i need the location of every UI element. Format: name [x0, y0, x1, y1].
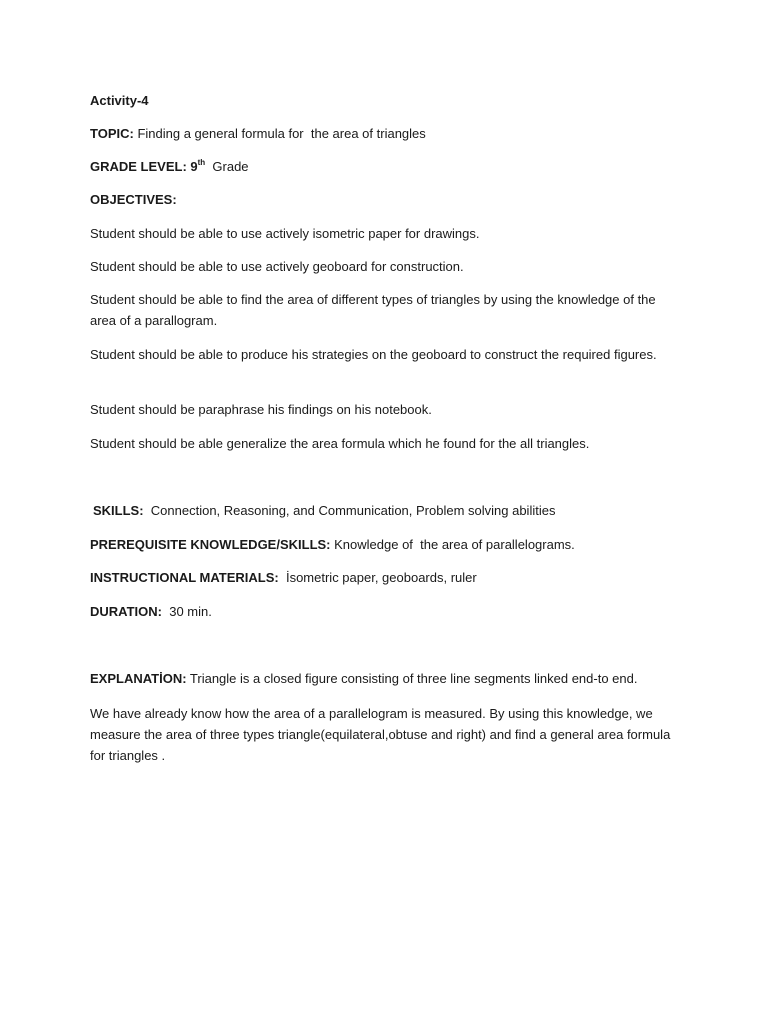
grade-level-label: GRADE LEVEL: 9 — [90, 159, 198, 174]
objective-item: Student should be able to use actively geoboard for construction. — [90, 259, 464, 274]
topic-label: TOPIC: — [90, 126, 134, 141]
topic-value: Finding a general formula for the area of triangles — [133, 126, 426, 141]
objective-item: Student should be able to find the area of different types of triangles by using the knowledge of the area of a parallogram. — [90, 292, 660, 328]
grade-level-line — [90, 156, 249, 177]
objective-item: Student should be able to use actively isometric paper for drawings. — [90, 226, 480, 241]
materials-value: İsometric paper, geoboards, ruler — [278, 570, 477, 585]
explanation-label: EXPLANATİON: — [90, 671, 187, 686]
explanation-value: Triangle is a closed figure consisting of three line segments linked end-to end. — [186, 671, 638, 686]
grade-level-value: Grade — [205, 159, 249, 174]
explanation-line — [90, 668, 637, 689]
prerequisite-label: PREREQUISITE KNOWLEDGE/SKILLS: — [90, 537, 331, 552]
objective-item: Student should be paraphrase his findings on his notebook. — [90, 402, 432, 417]
duration-line — [90, 601, 212, 622]
materials-label: INSTRUCTIONAL MATERIALS: — [90, 570, 279, 585]
skills-value: Connection, Reasoning, and Communication, Problem solving abilities — [143, 503, 556, 518]
duration-label: DURATION: — [90, 604, 162, 619]
activity-title: Activity-4 — [90, 93, 149, 108]
grade-level-sup: th — [197, 158, 206, 167]
objective-item: Student should be able to produce his strategies on the geoboard to construct the required figures. — [90, 347, 657, 362]
objectives-heading: OBJECTIVES: — [90, 192, 177, 207]
materials-line — [90, 567, 477, 588]
duration-value: 30 min. — [161, 604, 212, 619]
prerequisite-line — [90, 534, 575, 555]
explanation-paragraph: We have already know how the area of a parallelogram is measured. By using this knowledge, we measure the area of three types triangle(equilateral,obtuse and right) and find a general area formula for triangles . — [90, 706, 674, 763]
prerequisite-value: Knowledge of the area of parallelograms. — [330, 537, 575, 552]
skills-label: SKILLS: — [93, 503, 144, 518]
topic-line — [90, 123, 426, 144]
objective-item: Student should be able generalize the area formula which he found for the all triangles. — [90, 436, 590, 451]
skills-line — [93, 500, 555, 521]
